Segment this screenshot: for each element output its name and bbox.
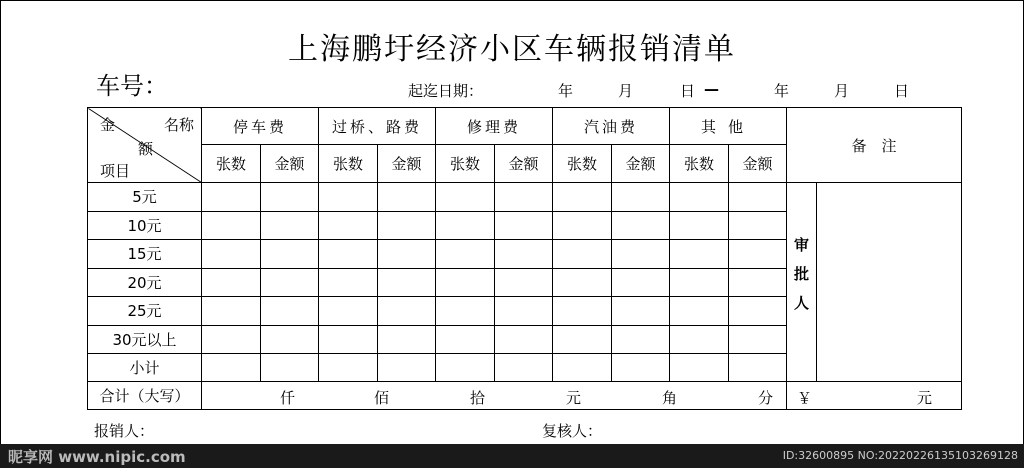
row-label: 5元 [88,183,202,212]
unit-shi: 拾 [470,389,486,407]
row-label: 25元 [88,297,202,326]
table-cell[interactable] [202,325,261,354]
row-label: 15元 [88,240,202,269]
table-cell[interactable] [729,325,787,354]
table-cell[interactable] [436,183,495,212]
watermark-id: ID:32600895 NO:20220226135103269128 [782,449,1018,462]
sub-amount: 金额 [729,145,787,183]
period-day-2: 日 [894,82,910,100]
table-cell[interactable] [378,183,436,212]
table-cell[interactable] [729,240,787,269]
table-cell[interactable] [378,297,436,326]
table-cell[interactable] [670,240,729,269]
period-month-1: 月 [618,82,634,100]
table-cell[interactable] [670,211,729,240]
total-numeric-cell[interactable] [787,382,962,410]
table-cell[interactable] [261,268,319,297]
row-label: 20元 [88,268,202,297]
group-header: 修理费 [436,108,553,145]
corner-amount-1: 金 [100,116,116,134]
sub-count: 张数 [202,145,261,183]
sub-count: 张数 [319,145,378,183]
table-cell[interactable] [436,325,495,354]
unit-fen: 分 [758,389,774,407]
group-header: 过桥、路费 [319,108,436,145]
header-corner-cell [88,108,202,183]
table-cell[interactable] [261,325,319,354]
table-cell[interactable] [319,268,378,297]
sub-amount: 金额 [261,145,319,183]
table-cell[interactable] [261,183,319,212]
table-cell[interactable] [612,183,670,212]
table-cell[interactable] [670,325,729,354]
unit-yuan: 元 [566,389,582,407]
table-cell[interactable] [670,268,729,297]
table-cell[interactable] [612,325,670,354]
corner-item: 项目 [100,162,131,180]
row-label: 10元 [88,211,202,240]
reviewer-label: 复核人： [542,422,603,440]
table-cell[interactable] [553,297,612,326]
table-cell[interactable] [319,183,378,212]
table-cell[interactable] [202,297,261,326]
table-cell[interactable] [553,240,612,269]
period-year-1: 年 [558,82,574,100]
table-cell[interactable] [612,211,670,240]
unit-bai: 佰 [374,389,390,407]
table-cell[interactable] [553,354,612,382]
table-cell[interactable] [378,325,436,354]
table-cell[interactable] [729,354,787,382]
table-cell[interactable] [670,183,729,212]
table-cell[interactable] [436,268,495,297]
table-cell[interactable] [319,240,378,269]
table-cell[interactable] [495,240,553,269]
sub-amount: 金额 [378,145,436,183]
table-cell[interactable] [202,183,261,212]
approver-cell [787,183,817,382]
period-month-2: 月 [834,82,850,100]
table-cell[interactable] [202,211,261,240]
table-cell[interactable] [436,297,495,326]
currency-symbol: ￥ [797,389,813,407]
table-cell[interactable] [729,211,787,240]
table-cell[interactable] [378,211,436,240]
table-cell[interactable] [319,354,378,382]
table-cell[interactable] [553,211,612,240]
group-header: 停车费 [202,108,319,145]
table-cell[interactable] [729,268,787,297]
watermark-logo: 昵享网 www.nipic.com [8,448,186,466]
table-cell[interactable] [729,183,787,212]
approver-signature-cell[interactable] [817,183,962,382]
watermark-bar [0,444,1024,468]
table-cell[interactable] [436,240,495,269]
table-cell[interactable] [261,211,319,240]
corner-amount-2: 额 [138,140,154,158]
period-year-2: 年 [774,82,790,100]
table-cell[interactable] [553,268,612,297]
table-cell[interactable] [612,240,670,269]
sub-amount: 金额 [495,145,553,183]
table-cell[interactable] [495,211,553,240]
table-cell[interactable] [378,268,436,297]
table-cell[interactable] [612,297,670,326]
table-cell[interactable] [436,211,495,240]
table-cell[interactable] [612,268,670,297]
table-cell[interactable] [261,240,319,269]
table-cell[interactable] [495,183,553,212]
reimburser-label: 报销人： [94,422,155,440]
row-label: 30元以上 [88,325,202,354]
group-header: 其他 [670,108,787,145]
total-yuan-unit: 元 [917,389,933,407]
period-day-1: 日 [680,82,696,100]
row-label-subtotal: 小计 [88,354,202,382]
sub-count: 张数 [436,145,495,183]
period-dash: — [704,80,719,98]
form-title: 上海鹏圩经济小区车辆报销清单 [288,32,736,67]
table-cell[interactable] [670,354,729,382]
table-cell[interactable] [495,354,553,382]
sub-count: 张数 [670,145,729,183]
table-cell[interactable] [553,183,612,212]
table-cell[interactable] [319,325,378,354]
corner-name: 名称 [164,116,195,134]
table-cell[interactable] [495,268,553,297]
table-cell[interactable] [202,240,261,269]
table-cell[interactable] [378,354,436,382]
table-cell[interactable] [202,268,261,297]
table-cell[interactable] [261,297,319,326]
table-cell[interactable] [378,240,436,269]
reimbursement-table [87,107,962,410]
total-uppercase-cell[interactable] [202,382,787,410]
unit-qian: 仟 [280,389,296,407]
table-cell[interactable] [202,354,261,382]
table-cell[interactable] [495,297,553,326]
table-cell[interactable] [436,354,495,382]
period-label: 起迄日期： [408,82,484,100]
sub-amount: 金额 [612,145,670,183]
table-cell[interactable] [729,297,787,326]
table-cell[interactable] [612,354,670,382]
car-number-label: 车号： [96,72,168,100]
approver-label: 审批人 [792,236,810,324]
table-cell[interactable] [495,325,553,354]
group-header: 汽油费 [553,108,670,145]
table-cell[interactable] [553,325,612,354]
remark-header: 备 注 [787,108,962,183]
table-cell[interactable] [670,297,729,326]
total-label: 合计（大写） [88,382,202,410]
sub-count: 张数 [553,145,612,183]
table-cell[interactable] [261,354,319,382]
unit-jiao: 角 [662,389,678,407]
table-cell[interactable] [319,297,378,326]
table-cell[interactable] [319,211,378,240]
